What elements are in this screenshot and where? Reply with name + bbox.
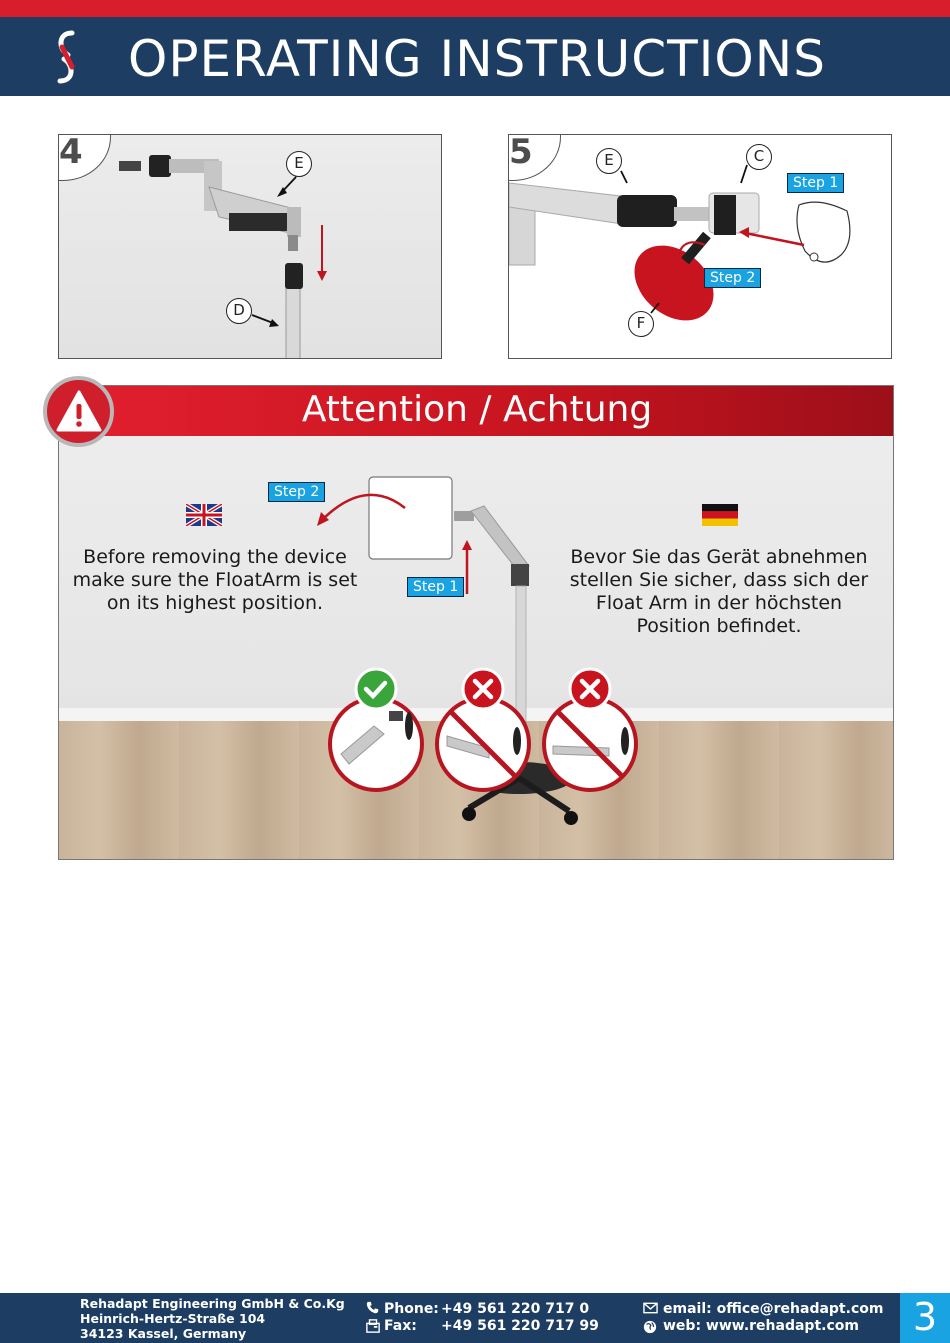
step5-number: 5	[509, 134, 533, 172]
step4-number: 4	[59, 134, 83, 172]
german-instruction: Bevor Sie das Gerät abnehmen stellen Sie sicher, dass sich der Float Arm in der höchsten Position befindet.	[569, 546, 869, 637]
warning-badge	[43, 376, 114, 447]
email-icon	[643, 1302, 658, 1314]
german-flag-icon	[702, 504, 738, 526]
phone-number[interactable]: +49 561 220 717 0	[441, 1301, 590, 1317]
page-number: 3	[900, 1293, 950, 1343]
callout-e: E	[596, 148, 622, 174]
page-footer	[0, 1293, 950, 1343]
correct-position-icon	[330, 669, 422, 790]
fax-number: +49 561 220 717 99	[441, 1318, 599, 1334]
step5-tag-step2: Step 2	[704, 268, 761, 288]
page-title: OPERATING INSTRUCTIONS	[128, 30, 826, 88]
callout-c: C	[746, 144, 772, 170]
uk-flag-icon	[186, 504, 222, 526]
globe-icon	[643, 1320, 657, 1334]
step5-illustration	[509, 135, 892, 359]
top-red-stripe	[0, 0, 950, 17]
wrong-low-position-icon	[544, 669, 636, 790]
english-instruction: Before removing the device make sure the FloatArm is set on its highest position.	[72, 546, 358, 614]
warning-triangle-icon	[55, 388, 103, 436]
company-address	[80, 1296, 345, 1341]
email-link[interactable]: email: office@rehadapt.com	[663, 1301, 884, 1317]
step4-panel	[58, 134, 442, 359]
attention-section	[58, 385, 894, 860]
wrong-middle-position-icon	[437, 669, 529, 790]
web-link[interactable]: web: www.rehadapt.com	[663, 1318, 859, 1334]
fax-icon	[366, 1319, 380, 1333]
company-street: Heinrich-Hertz-Straße 104	[80, 1311, 266, 1326]
rehadapt-logo-icon	[50, 29, 84, 85]
step4-illustration	[59, 135, 442, 359]
attention-tag-step2: Step 2	[268, 482, 325, 502]
callout-f: F	[628, 311, 654, 337]
phone-icon	[366, 1301, 379, 1314]
attention-tag-step1: Step 1	[407, 577, 464, 597]
phone-label: Phone:	[384, 1301, 439, 1317]
company-name: Rehadapt Engineering GmbH & Co.Kg	[80, 1296, 345, 1311]
step5-tag-step1: Step 1	[787, 173, 844, 193]
company-city: 34123 Kassel, Germany	[80, 1326, 247, 1341]
attention-title-bar	[59, 386, 894, 436]
attention-title: Attention / Achtung	[301, 389, 653, 430]
callout-d: D	[226, 298, 252, 324]
fax-label: Fax:	[384, 1318, 417, 1334]
callout-e: E	[286, 151, 312, 177]
step5-panel	[508, 134, 892, 359]
page-header	[0, 17, 950, 96]
